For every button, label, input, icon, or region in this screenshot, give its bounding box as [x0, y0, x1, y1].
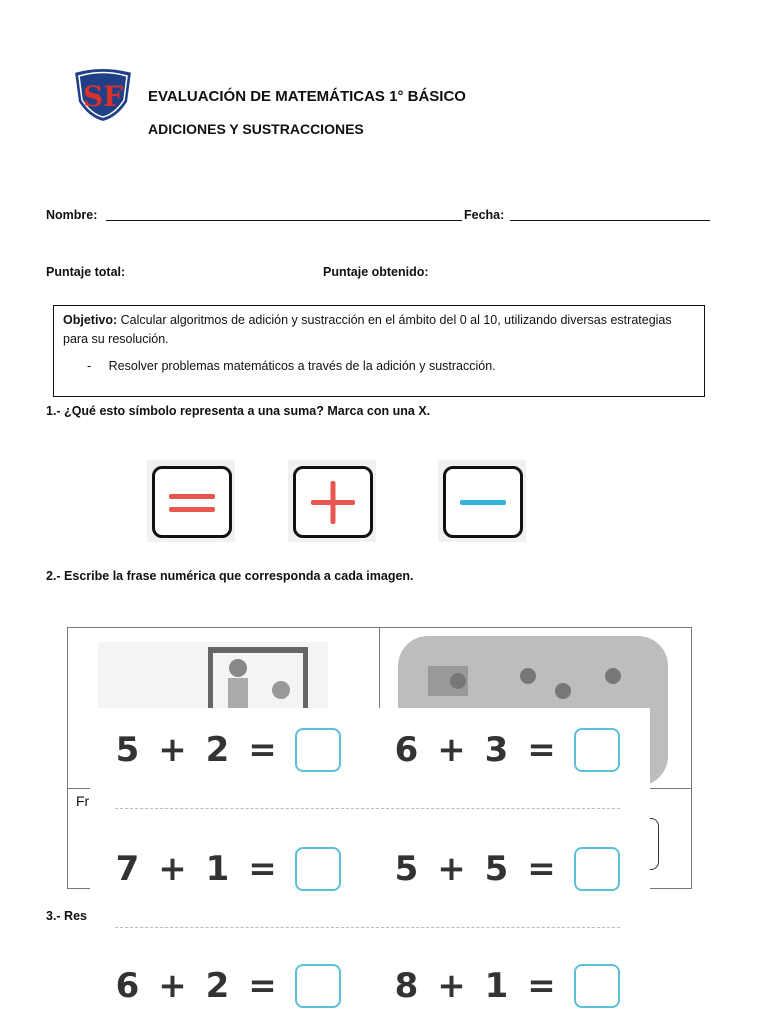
answer-box[interactable]: [295, 964, 341, 1008]
plus-icon: [296, 469, 370, 535]
answer-box[interactable]: [295, 728, 341, 772]
question-1: 1.- ¿Qué esto símbolo representa a una suma? Marca con una X.: [46, 404, 431, 418]
school-logo: [68, 66, 138, 124]
nombre-field[interactable]: [106, 206, 462, 221]
bullet-marker: -: [87, 359, 92, 373]
exam-title: EVALUACIÓN DE MATEMÁTICAS 1° BÁSICO: [148, 88, 466, 105]
exam-subtitle: ADICIONES Y SUSTRACCIONES: [148, 121, 364, 137]
question-2: 2.- Escribe la frase numérica que corresponda a cada imagen.: [46, 569, 414, 583]
puntaje-total-label: Puntaje total:: [46, 265, 126, 279]
answer-box[interactable]: [574, 964, 620, 1008]
objective-bullet: [87, 359, 496, 373]
question-3: 3.- Res: [46, 909, 87, 923]
fecha-label: Fecha:: [464, 208, 505, 222]
puntaje-obtenido-label: Puntaje obtenido:: [323, 265, 429, 279]
minus-symbol-card[interactable]: [438, 460, 526, 542]
plus-symbol-card[interactable]: [288, 460, 376, 542]
equals-icon: [155, 469, 229, 535]
bullet-text: Resolver problemas matemáticos a través de la adición y sustracción.: [108, 359, 496, 373]
fecha-field[interactable]: [510, 206, 710, 221]
equation-1: 5 + 2 =: [105, 728, 341, 772]
objective-box: [53, 305, 705, 397]
nombre-label: Nombre:: [46, 208, 98, 222]
equation-6: 8 + 1 =: [384, 964, 620, 1008]
objective-label: Objetivo:: [63, 313, 118, 327]
equation-2: 6 + 3 =: [384, 728, 620, 772]
minus-icon: [446, 469, 520, 535]
answer-box[interactable]: [295, 847, 341, 891]
objective-text: [63, 311, 693, 349]
answer-box[interactable]: [574, 847, 620, 891]
equation-3: 7 + 1 =: [105, 847, 341, 891]
equation-5: 6 + 2 =: [105, 964, 341, 1008]
equation-4: 5 + 5 =: [384, 847, 620, 891]
frase-label: Fr: [76, 793, 90, 809]
logo-letters: SF: [82, 80, 124, 113]
answer-box[interactable]: [574, 728, 620, 772]
equals-symbol-card[interactable]: [147, 460, 235, 542]
objective-body: Calcular algoritmos de adición y sustracción en el ámbito del 0 al 10, utilizando diversas estrategias para su resolución.: [63, 313, 672, 346]
